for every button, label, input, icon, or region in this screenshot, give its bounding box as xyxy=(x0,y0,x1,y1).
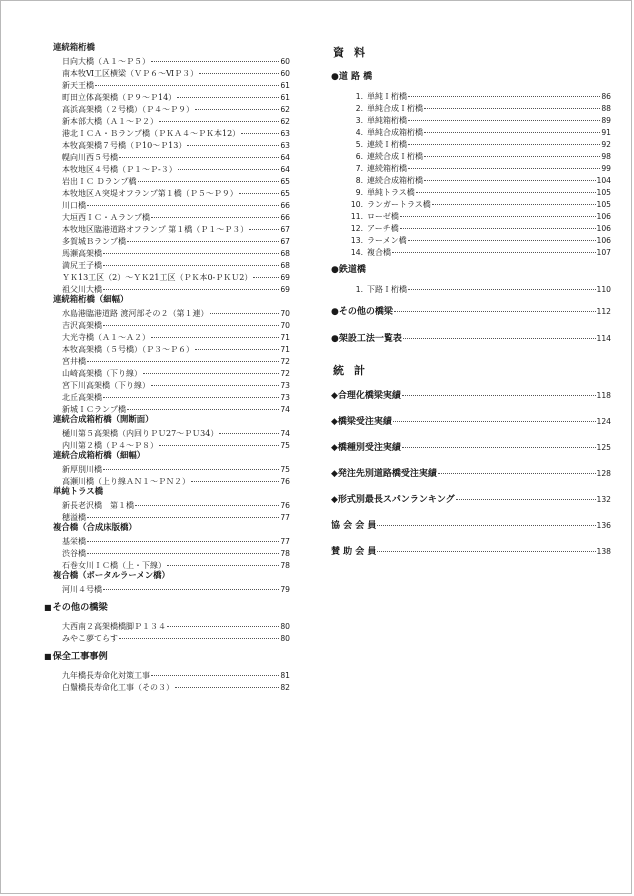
entry-title: 本牧地区臨港道路オフランプ 第１橋（Ｐ１～Ｐ３） xyxy=(62,225,249,233)
entry-title: 本牧高架橋７号橋（Ｐ10～Ｐ13） xyxy=(62,141,187,149)
page-number: 92 xyxy=(601,140,611,149)
page-number: 132 xyxy=(596,495,611,504)
entry-title: 複合橋 xyxy=(367,248,391,257)
page-number: 104 xyxy=(596,176,611,185)
toc-entry[interactable] xyxy=(44,257,290,269)
dot-leader xyxy=(210,305,280,314)
page-number: 71 xyxy=(280,345,290,353)
toc-entry[interactable] xyxy=(44,233,290,245)
dot-leader xyxy=(103,317,279,326)
category-heading xyxy=(44,601,290,614)
toc-entry[interactable] xyxy=(44,618,290,630)
entry-title: 本牧地区Ａ突堤オフランプ第１橋（Ｐ５～Ｐ９） xyxy=(62,189,238,197)
dot-leader xyxy=(87,545,279,554)
toc-entry[interactable] xyxy=(44,161,290,173)
entry-title: 高浜高架橋（２号橋）（Ｐ４～Ｐ９） xyxy=(62,105,194,113)
entry-title: アーチ橋 xyxy=(367,224,399,233)
dot-leader xyxy=(87,353,279,362)
entry-title: 新長老沢橋 第１橋 xyxy=(62,501,134,509)
dot-leader xyxy=(424,170,596,181)
entry-title: 南本牧Ⅵ工区横梁（ＶＰ６～ⅥＰ３） xyxy=(62,69,199,77)
dot-leader xyxy=(87,533,279,542)
page-number: 76 xyxy=(280,501,290,509)
page-number: 71 xyxy=(280,333,290,341)
entry-title: 樋川第５高架橋（内回りＰＵ27～ＰＵ34） xyxy=(62,429,219,437)
toc-entry[interactable] xyxy=(44,305,290,317)
page-number: 66 xyxy=(280,213,290,221)
toc-entry[interactable] xyxy=(44,557,290,569)
page-number: 72 xyxy=(280,357,290,365)
toc-entry[interactable] xyxy=(44,581,290,593)
entry-number: 1. xyxy=(355,285,363,294)
entry-title: 連続Ｉ桁橋 xyxy=(367,140,407,149)
entry-title: 高瀬川橋（上り線ＡＮ１～ＰＮ２） xyxy=(62,477,190,485)
page-number: 64 xyxy=(280,165,290,173)
dot-leader xyxy=(424,146,600,157)
toc-entry[interactable] xyxy=(44,497,290,509)
square-bullet-icon: ■ xyxy=(44,603,52,612)
dot-leader xyxy=(239,185,280,194)
toc-entry[interactable] xyxy=(44,545,290,557)
dot-leader xyxy=(127,233,279,242)
square-bullet-icon: ■ xyxy=(44,652,52,661)
dot-leader xyxy=(392,242,596,253)
toc-entry[interactable] xyxy=(44,533,290,545)
toc-entry[interactable] xyxy=(44,221,290,233)
page-number: 136 xyxy=(596,521,611,530)
dot-leader xyxy=(143,365,279,374)
page-number: 77 xyxy=(280,537,290,545)
road-bridge-list xyxy=(331,88,611,256)
page-number: 105 xyxy=(596,200,611,209)
page-number: 81 xyxy=(280,671,290,679)
dot-leader xyxy=(408,110,600,121)
section-title-shiryo: 資料 xyxy=(333,46,375,59)
page-number: 65 xyxy=(280,177,290,185)
entry-title: 水島港臨港道路 渡河部その２（第１連） xyxy=(62,309,209,317)
entry-title: 北丘高架橋 xyxy=(62,393,102,401)
dot-leader xyxy=(87,509,279,518)
toc-entry[interactable] xyxy=(44,125,290,137)
dot-leader xyxy=(151,329,279,338)
dot-leader xyxy=(438,463,596,474)
road-bridge-heading: ●道 路 橋 xyxy=(331,72,373,82)
entry-title: 穂溢橋 xyxy=(62,513,86,521)
page-number: 62 xyxy=(280,117,290,125)
dot-leader xyxy=(103,281,279,290)
statistics-list xyxy=(331,387,611,556)
entry-title: 単純Ｉ桁橋 xyxy=(367,92,407,101)
dot-leader xyxy=(103,257,279,266)
toc-entry[interactable] xyxy=(44,89,290,101)
page-number: 88 xyxy=(601,104,611,113)
toc-entry[interactable] xyxy=(44,473,290,485)
dot-leader xyxy=(159,437,279,446)
entry-title: 大光寺橋（Ａ１～Ａ２） xyxy=(62,333,150,341)
entry-number: 9. xyxy=(355,188,363,197)
page-number: 75 xyxy=(280,465,290,473)
entry-title: 幌向川西５号橋 xyxy=(62,153,118,161)
dot-leader xyxy=(177,89,279,98)
dot-leader xyxy=(187,137,279,146)
toc-entry[interactable] xyxy=(44,173,290,185)
page-number: 67 xyxy=(280,225,290,233)
page-number: 74 xyxy=(280,429,290,437)
dot-leader xyxy=(191,473,279,482)
toc-entry[interactable] xyxy=(44,185,290,197)
entry-title: 新本部大橋（Ａ１～Ｐ２） xyxy=(62,117,158,125)
page-number: 65 xyxy=(280,189,290,197)
page-number: 60 xyxy=(280,57,290,65)
entry-title: 日向大橋（Ａ１～Ｐ５） xyxy=(62,57,150,65)
entry-number: 3. xyxy=(355,116,363,125)
toc-entry[interactable] xyxy=(44,113,290,125)
dot-leader xyxy=(103,581,279,590)
dot-leader xyxy=(219,425,279,434)
entry-title: 内川第２橋（Ｐ４～Ｐ８） xyxy=(62,441,158,449)
group-heading: 単純トラス橋 xyxy=(53,486,103,496)
page-number: 86 xyxy=(601,92,611,101)
dot-leader xyxy=(402,385,596,396)
entry-title: 大垣西ＩＣ・Ａランプ橋 xyxy=(62,213,150,221)
dot-leader xyxy=(424,98,600,109)
page-number: 80 xyxy=(280,634,290,642)
group-heading: 連続箱桁橋（細幅） xyxy=(53,294,129,304)
dot-leader xyxy=(151,209,279,218)
left-column xyxy=(44,41,290,691)
toc-entry[interactable] xyxy=(44,197,290,209)
page-number: 80 xyxy=(280,622,290,630)
entry-title: 宮下川高架橋（下り線） xyxy=(62,381,150,389)
entry-number: 6. xyxy=(355,152,363,161)
entry-title: 連続合成箱桁橋 xyxy=(367,176,423,185)
toc-entry[interactable] xyxy=(44,365,290,377)
page-number: 78 xyxy=(280,561,290,569)
group-heading: 複合橋（ポータルラーメン橋） xyxy=(53,570,170,580)
entry-number: 13. xyxy=(350,236,363,245)
toc-entry[interactable] xyxy=(44,401,290,413)
page-number: 91 xyxy=(601,128,611,137)
page-number: 69 xyxy=(280,285,290,293)
dot-leader xyxy=(432,194,596,205)
toc-entry[interactable] xyxy=(44,65,290,77)
right-column xyxy=(331,45,611,569)
entry-number: 7. xyxy=(355,164,363,173)
dot-leader xyxy=(119,149,279,158)
page-number: 73 xyxy=(280,393,290,401)
toc-entry[interactable] xyxy=(44,101,290,113)
entry-title: 単純箱桁橋 xyxy=(367,116,407,125)
entry-title: ◆橋種別受注実績 xyxy=(331,443,401,453)
entry-title: 満尻王子橋 xyxy=(62,261,102,269)
group-heading: 連続箱桁橋 xyxy=(53,42,95,52)
page-number: 68 xyxy=(280,261,290,269)
entry-title: 白鬚橋長寿命化工事（その３） xyxy=(62,683,174,691)
entry-title: 祖父川大橋 xyxy=(62,285,102,293)
dot-leader xyxy=(241,125,279,134)
entry-number: 11. xyxy=(350,212,363,221)
dot-leader xyxy=(195,341,279,350)
toc-entry[interactable] xyxy=(44,667,290,679)
entry-title: 新城ＩＣランプ橋 xyxy=(62,405,126,413)
entry-title: 単純合成箱桁橋 xyxy=(367,128,423,137)
dot-leader xyxy=(87,197,279,206)
page-number: 67 xyxy=(280,237,290,245)
dot-leader xyxy=(249,221,279,230)
page-number: 66 xyxy=(280,201,290,209)
dot-leader xyxy=(103,389,279,398)
dot-leader xyxy=(138,173,280,182)
toc-entry-statistics[interactable] xyxy=(331,465,611,478)
dot-leader xyxy=(408,230,596,241)
page-number: 89 xyxy=(601,116,611,125)
page-number: 60 xyxy=(280,69,290,77)
entry-title: 連続合成Ｉ桁橋 xyxy=(367,152,423,161)
category-title: 保全工事事例 xyxy=(52,651,108,662)
toc-entry[interactable] xyxy=(44,209,290,221)
dot-leader xyxy=(416,182,596,193)
dot-leader xyxy=(199,65,279,74)
entry-title: ローゼ橋 xyxy=(367,212,399,221)
page-number: 63 xyxy=(280,141,290,149)
toc-entry[interactable] xyxy=(44,245,290,257)
dot-leader xyxy=(253,269,279,278)
page-number: 78 xyxy=(280,549,290,557)
entry-title: 山崎高架橋（下り線） xyxy=(62,369,142,377)
entry-title: 河川４号橋 xyxy=(62,585,102,593)
page-number: 107 xyxy=(596,248,611,257)
dot-leader xyxy=(151,53,279,62)
dot-leader xyxy=(408,134,600,145)
page-number: 118 xyxy=(596,391,611,400)
toc-entry[interactable] xyxy=(44,437,290,449)
page-number: 61 xyxy=(280,93,290,101)
entry-title: 賛 助 会 員 xyxy=(331,547,377,557)
dot-leader xyxy=(424,122,600,133)
toc-entry[interactable] xyxy=(44,137,290,149)
entry-title: 石巻女川ＩＣ橋（上・下線） xyxy=(62,561,166,569)
toc-entry[interactable] xyxy=(44,329,290,341)
page-number: 72 xyxy=(280,369,290,377)
toc-entry-statistics[interactable] xyxy=(331,439,611,452)
entry-title: 単純トラス橋 xyxy=(367,188,415,197)
dot-leader xyxy=(377,515,595,526)
dot-leader xyxy=(159,113,279,122)
entry-title: 大西南２高架橋橋脚Ｐ１３４ xyxy=(62,622,166,630)
dot-leader xyxy=(393,411,596,422)
toc-entry[interactable] xyxy=(44,77,290,89)
toc-entry[interactable] xyxy=(44,425,290,437)
entry-title: ◆橋梁受注実績 xyxy=(331,417,392,427)
toc-entry-statistics[interactable] xyxy=(331,413,611,426)
page-number: 105 xyxy=(596,188,611,197)
page-number: 69 xyxy=(280,273,290,281)
entry-title: ◆形式別最長スパンランキング xyxy=(331,495,455,505)
dot-leader xyxy=(408,86,600,97)
entry-title: 多賀城Ｂランプ橋 xyxy=(62,237,126,245)
page-number: 98 xyxy=(601,152,611,161)
entry-title: 町田立体高架橋（Ｐ９～Ｐ14） xyxy=(62,93,177,101)
toc-entry-other-bridges[interactable]: ●その他の橋梁 112 xyxy=(331,303,611,316)
rail-bridge-heading: ●鉄道橋 xyxy=(331,265,366,275)
entry-title: 馬瀬高架橋 xyxy=(62,249,102,257)
group-heading: 複合橋（合成床版橋） xyxy=(53,522,137,532)
dot-leader xyxy=(377,541,595,552)
page-number: 77 xyxy=(280,513,290,521)
entry-title: 本牧地区４号橋（Ｐ１～Ｐ-３） xyxy=(62,165,177,173)
page-number: 68 xyxy=(280,249,290,257)
toc-entry-statistics[interactable] xyxy=(331,543,611,556)
toc-entry[interactable] xyxy=(44,377,290,389)
entry-title: 川口橋 xyxy=(62,201,86,209)
dot-leader xyxy=(119,630,279,639)
dot-leader xyxy=(400,218,596,229)
page-number: 99 xyxy=(601,164,611,173)
entry-title: 吉沢高架橋 xyxy=(62,321,102,329)
entry-number: 14. xyxy=(350,248,363,257)
dot-leader xyxy=(151,377,279,386)
toc-entry[interactable] xyxy=(44,679,290,691)
entry-title: ランガートラス橋 xyxy=(367,200,431,209)
dot-leader xyxy=(178,161,280,170)
rail-bridge-list xyxy=(331,281,611,293)
entry-title: 本牧高架橋（５号橋）（Ｐ３～Ｐ６） xyxy=(62,345,194,353)
entry-title: 新天王橋 xyxy=(62,81,94,89)
dot-leader xyxy=(103,461,279,470)
group-heading: 連続合成箱桁橋（細幅） xyxy=(53,450,146,460)
entry-title: 協 会 会 員 xyxy=(331,521,377,531)
page-number: 62 xyxy=(280,105,290,113)
toc-entry[interactable] xyxy=(44,353,290,365)
page-number: 61 xyxy=(280,81,290,89)
entry-title: 宮井橋 xyxy=(62,357,86,365)
entry-title: ラーメン橋 xyxy=(367,236,407,245)
page-number: 82 xyxy=(280,683,290,691)
dot-leader xyxy=(400,206,596,217)
page-number: 64 xyxy=(280,153,290,161)
page-number: 110 xyxy=(596,285,611,294)
entry-title: 下路Ｉ桁橋 xyxy=(367,285,407,294)
dot-leader xyxy=(135,497,279,506)
page-number: 138 xyxy=(596,547,611,556)
page-number: 63 xyxy=(280,129,290,137)
entry-title: 港北ＩＣＡ・Ｂランプ橋（ＰＫＡ４～ＰＫ本12） xyxy=(62,129,241,137)
entry-number: 2. xyxy=(355,104,363,113)
toc-entry-erection-methods[interactable]: ●架設工法一覧表 114 xyxy=(331,330,611,343)
category-heading xyxy=(44,650,290,663)
entry-title: ◆合理化橋梁実績 xyxy=(331,391,401,401)
dot-leader xyxy=(167,557,279,566)
dot-leader xyxy=(127,401,279,410)
dot-leader xyxy=(195,101,279,110)
toc-entry-statistics[interactable] xyxy=(331,517,611,530)
entry-title: ◆発注先別道路橋受注実績 xyxy=(331,469,437,479)
entry-number: 5. xyxy=(355,140,363,149)
page-number: 106 xyxy=(596,212,611,221)
page-number: 106 xyxy=(596,224,611,233)
entry-title: 九年橋長寿命化対策工事 xyxy=(62,671,150,679)
toc-entry[interactable] xyxy=(331,281,611,293)
group-heading: 連続合成箱桁橋（開断面） xyxy=(53,414,154,424)
page-number: 128 xyxy=(596,469,611,478)
toc-entry-statistics[interactable] xyxy=(331,491,611,504)
entry-title: ＹＫ13工区（2）～ＹＫ21工区（ＰＫ本0-ＰＫＵ2） xyxy=(62,273,253,281)
category-title: その他の橋梁 xyxy=(52,602,108,613)
toc-entry[interactable] xyxy=(44,341,290,353)
entry-title: 基栄橋 xyxy=(62,537,86,545)
entry-number: 10. xyxy=(350,200,363,209)
entry-title: 単純合成Ｉ桁橋 xyxy=(367,104,423,113)
page-number: 70 xyxy=(280,309,290,317)
page-number: 124 xyxy=(596,417,611,426)
entry-number: 12. xyxy=(350,224,363,233)
entry-title: 渋谷橋 xyxy=(62,549,86,557)
dot-leader xyxy=(175,679,279,688)
dot-leader xyxy=(408,279,596,290)
entry-title: 岩出ＩＣ Ｄランプ橋 xyxy=(62,177,137,185)
dot-leader xyxy=(151,667,279,676)
page-number: 76 xyxy=(280,477,290,485)
entry-number: 8. xyxy=(355,176,363,185)
dot-leader xyxy=(408,158,600,169)
page-number: 79 xyxy=(280,585,290,593)
toc-entry[interactable] xyxy=(44,317,290,329)
toc-entry[interactable] xyxy=(44,630,290,642)
page-number: 106 xyxy=(596,236,611,245)
toc-entry[interactable] xyxy=(44,269,290,281)
page-number: 125 xyxy=(596,443,611,452)
toc-entry-statistics[interactable] xyxy=(331,387,611,400)
entry-title: 連続箱桁橋 xyxy=(367,164,407,173)
page-number: 74 xyxy=(280,405,290,413)
page-number: 70 xyxy=(280,321,290,329)
entry-number: 4. xyxy=(355,128,363,137)
toc-entry[interactable] xyxy=(44,281,290,293)
page-number: 73 xyxy=(280,381,290,389)
entry-title: みやこ夢てらす xyxy=(62,634,118,642)
toc-entry[interactable] xyxy=(44,509,290,521)
dot-leader xyxy=(95,77,279,86)
dot-leader xyxy=(167,618,279,627)
entry-number: 1. xyxy=(355,92,363,101)
entry-title: 新厚別川橋 xyxy=(62,465,102,473)
toc-entry[interactable] xyxy=(44,53,290,65)
dot-leader xyxy=(456,489,596,500)
dot-leader xyxy=(402,437,596,448)
dot-leader xyxy=(103,245,279,254)
toc-entry[interactable] xyxy=(44,461,290,473)
section-title-toukei: 統計 xyxy=(333,364,375,377)
toc-entry[interactable] xyxy=(44,389,290,401)
page-number: 75 xyxy=(280,441,290,449)
toc-entry[interactable] xyxy=(44,149,290,161)
